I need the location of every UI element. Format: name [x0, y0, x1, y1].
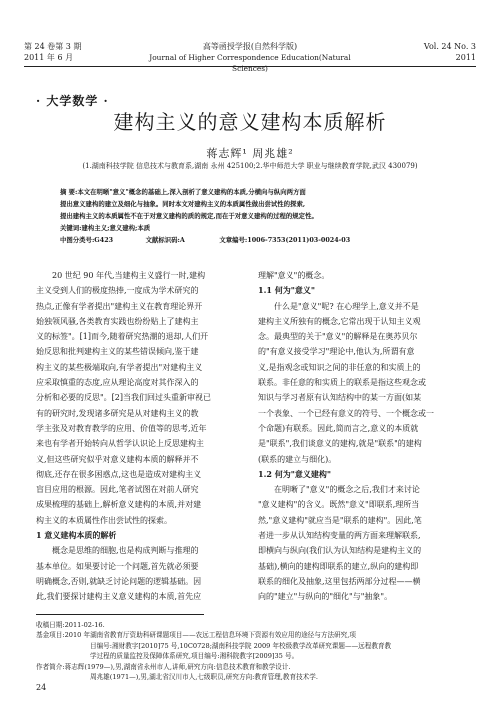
funding-line: 学过程的质量监控及保障体系研究,项目编号:湘科院教字[2009]35 号。	[90, 652, 299, 661]
body-line: 理解"意义"的概念。	[258, 271, 330, 280]
clc-number: 中图分类号:G423	[60, 236, 114, 244]
section-heading: 1 意义建构本质的解析	[36, 530, 117, 541]
page-number: 24	[36, 683, 47, 692]
funding-line: 基金项目:2010 年湖南省教育厅资助科研课题项目——农远工程信息环境下资源有效应用的途径与方法研究,项	[36, 631, 356, 640]
body-line: 始反思和批判建构主义的某些错误倾向,鉴于建	[36, 347, 199, 357]
body-line: 始独领风骚,各类教育实践也纷纷贴上了建构主	[36, 316, 199, 326]
keywords: 关键词:建构主义;意义建构;本质	[60, 224, 151, 232]
body-line: 在明晰了"意义"的概念之后,我们才来讨论	[274, 485, 420, 495]
body-line: 盲目应用的根源。因此,笔者试图在对前人研究	[36, 485, 199, 495]
abstract-line: 摘 要:本文在明晰"意义"概念的基础上,深入剖析了意义建构的本质,分横向与纵向两方面	[60, 188, 306, 196]
body-line: 什么是"意义"呢? 在心理学上,意义并不是	[274, 301, 419, 311]
article-number: 文章编号:1006-7353(2011)03-0024-03	[219, 236, 351, 244]
authors: 蒋志辉¹ 周兆雄²	[206, 147, 294, 160]
body-line: 者进一步从认知结构变量的两方面来理解联系,	[258, 531, 421, 541]
body-line: 念。最典型的关于"意义"的解释是在奥苏贝尔	[258, 332, 418, 342]
paper-title: 建构主义的意义建构本质解析	[113, 110, 387, 134]
body-line: 成果梳理的基础上,解析意义建构的本质,并对建	[36, 500, 202, 510]
body-line: 基本单位。如果要讨论一个问题,首先就必须要	[36, 561, 199, 571]
abstract-block	[60, 186, 445, 246]
body-line: 有的研究时,发现诸多研究是从对建构主义的教	[36, 408, 199, 418]
section-label: · 大学数学 ·	[36, 94, 109, 108]
body-line: 联系。非任意的和实质上的联系是指这些观念或	[258, 378, 426, 388]
body-line: 的"有意义接受学习"理论中,他认为,所谓有意	[258, 347, 415, 357]
body-line: "意义建构"的含义。既然"意义"即联系,理所当	[258, 500, 420, 510]
header-journal: 高等函授学报(自然科学版) Journal of Higher Correspondence Education(Natural Sciences)	[149, 42, 351, 73]
abstract-line: 提出意义建构的建立及细化与抽象。同时本文对建构主义的本质属性做出尝试性的探索,	[60, 200, 306, 208]
body-line: 一个表象、一个已经有意义的符号、一个概念或一	[258, 408, 434, 418]
body-line: 向的"建立"与纵向的"细化"与"抽象"。	[258, 592, 393, 602]
left-column	[36, 268, 245, 605]
body-line: 联系的细化及抽象,这里包括两部分过程——横	[258, 576, 421, 586]
author-bio: 作者简介:蒋志辉(1979—),男,湖南省永州市人,讲师,研究方向:信息技术教育和教学设计.	[36, 662, 291, 671]
header-rule	[24, 66, 476, 67]
received-date: 收稿日期:2011-02-16.	[36, 621, 105, 629]
body-line: 应采取慎重的态度,应从理论高度对其作深入的	[36, 378, 199, 388]
body-line: 义的标签"。[1]而今,随着研究热潮的退却,人们开	[36, 332, 209, 342]
body-line: 即横向与纵向(我们认为认知结构是建构主义的	[258, 546, 422, 556]
body-line: 个命题)有联系。因此,简而言之,意义的本质就	[258, 423, 419, 433]
document-code: 文献标识码:A	[145, 236, 185, 244]
body-line: (联系的建立与细化)。	[258, 454, 337, 464]
body-line: 概念是思维的细胞,也是构成判断与推理的	[52, 546, 199, 556]
abstract-line: 提出建构主义的本质属性不在于对意义建构的质的规定,而在于对意义建构的过程的规定性。	[60, 212, 318, 220]
body-line: 分析和必要的反思"。[2]当我们回过头重新审视已	[36, 393, 212, 403]
body-line: 义,是指观念或知识之间的非任意的和实质上的	[258, 362, 421, 372]
body-line: 主义受到人们的极度热捧,一度成为学术研究的	[36, 286, 199, 296]
body-line: 此,我们要探讨建构主义意义建构的本质,首先应	[36, 592, 202, 602]
body-line: 来也有学者开始转向从哲学认识论上反思建构主	[36, 439, 204, 449]
body-line: 构主义的本质属性作出尝试性的探索。	[36, 515, 172, 525]
footnote-rule	[36, 614, 204, 615]
subsection-heading: 1.2 何为"意义建构"	[258, 468, 332, 479]
author-bio: 周兆雄(1971—),男,湖北省汉川市人,七级职员,研究方向:教育管理,教育技术学.	[90, 673, 318, 682]
classification-line	[60, 234, 445, 246]
header-vol-en: Vol. 24 No. 3 2011	[423, 42, 476, 62]
body-line: 20 世纪 90 年代,当建构主义盛行一时,建构	[52, 271, 206, 280]
body-line: 彻底,还存在很多困惑点,这也是造成对建构主义	[36, 469, 202, 479]
body-line: 是"联系",我们谈意义的建构,就是"联系"的建构	[258, 439, 422, 449]
body-line: 基础),横向的建构即联系的建立,纵向的建构即	[258, 561, 419, 571]
right-column	[258, 268, 467, 605]
affiliation: (1.湖南科技学院 信息技术与教育系,湖南 永州 425100;2.华中师范大学 职业与继续教育学院,武汉 430079)	[82, 162, 418, 170]
body-line: 学主张及对教育教学的应用、价值等的思考,近年	[36, 423, 207, 433]
body-line: 建构主义所独有的概念,它常出现于认知主义观	[258, 316, 421, 326]
body-line: 然,"意义建构"就应当是"联系的建构"。因此,笔	[258, 515, 422, 525]
header-volume: 第 24 卷第 3 期 2011 年 6 月	[24, 42, 82, 62]
funding-line: 目编号:湘财教字[2010]75 号,10C0728;湖南科技学院 2009 年校级教学改革研究课题——远程教育教	[90, 641, 392, 650]
body-line: 构主义的某些极端取向,有学者提出"对建构主义	[36, 362, 203, 372]
footnotes	[36, 620, 476, 682]
body-line: 热点,正像有学者提出"建构主义在教育理论界开	[36, 301, 203, 311]
body-line: 义,但这些研究似乎对意义建构本质的解释并不	[36, 454, 199, 464]
body-line: 明确概念,否则,就缺乏讨论问题的逻辑基础。因	[36, 576, 202, 586]
body-line: 知识与学习者原有认知结构中的某一方面(如某	[258, 393, 422, 403]
subsection-heading: 1.1 何为"意义"	[258, 285, 316, 296]
